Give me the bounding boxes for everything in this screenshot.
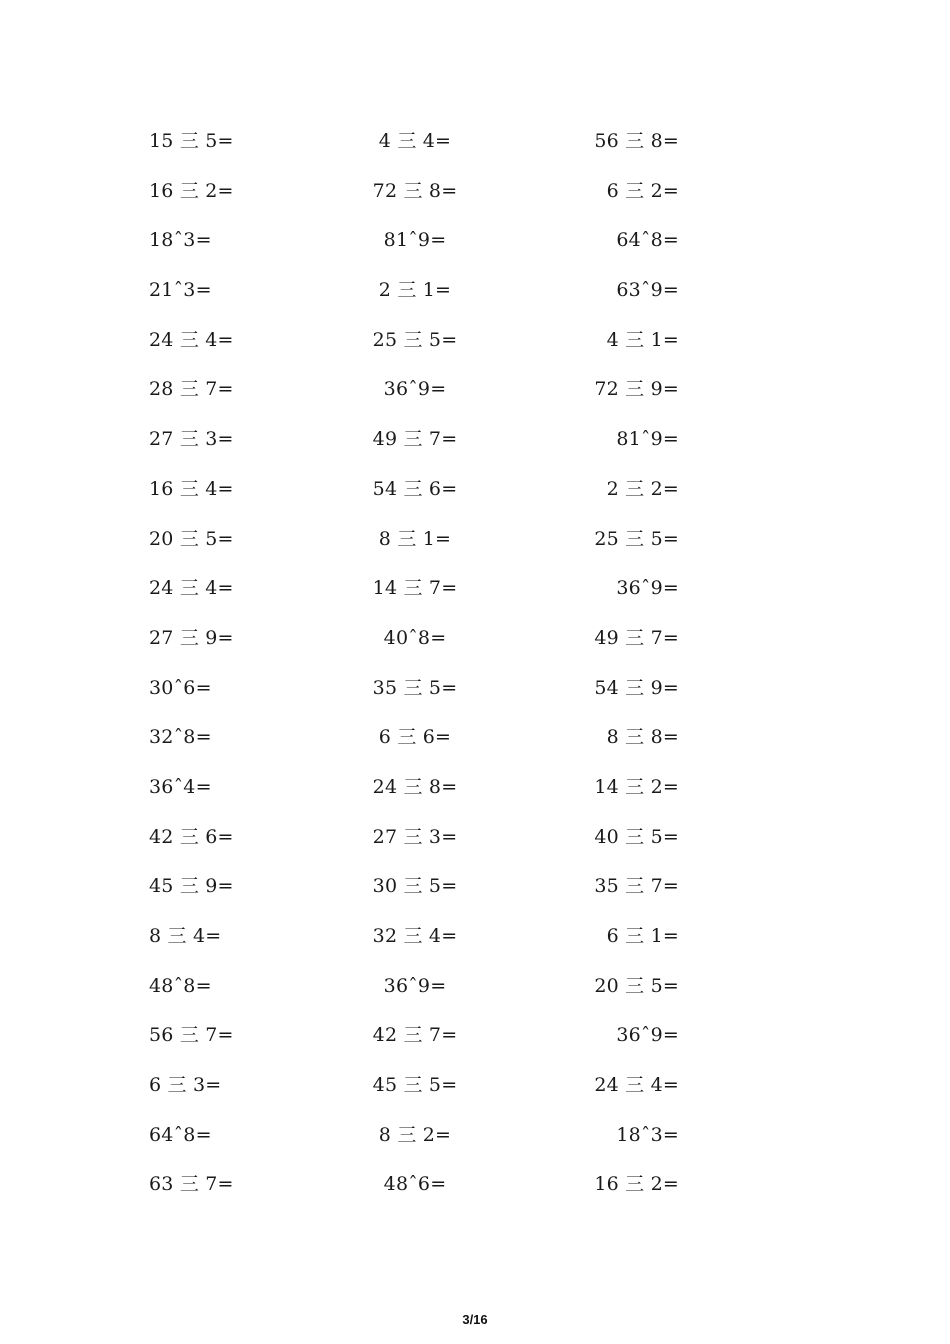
problem-item: 6 三 1= xyxy=(606,925,679,947)
problem-item: 45 三 5= xyxy=(372,1074,458,1097)
problem-item: 36ˆ9= xyxy=(616,577,679,600)
problem-item: 6 三 2= xyxy=(606,179,679,202)
problem-item: 32 三 4= xyxy=(372,925,458,947)
problem-item: 24 三 4= xyxy=(149,328,234,351)
page-number: 3/16 xyxy=(462,1312,488,1327)
problem-item: 27 三 9= xyxy=(149,626,234,649)
problem-item: 21ˆ3= xyxy=(149,279,212,302)
problem-item: 8 三 8= xyxy=(606,726,679,749)
problem-column-left xyxy=(149,127,269,1220)
problem-item: 27 三 3= xyxy=(372,825,458,848)
problem-item: 40 三 5= xyxy=(594,825,679,848)
problem-item: 49 三 7= xyxy=(372,428,458,451)
problem-item: 20 三 5= xyxy=(594,974,679,997)
problem-item: 36ˆ9= xyxy=(616,1024,679,1047)
problem-item: 14 三 7= xyxy=(372,577,458,600)
problem-item: 8 三 1= xyxy=(378,527,452,550)
problem-item: 6 三 3= xyxy=(149,1074,222,1097)
problem-item: 8 三 2= xyxy=(378,1123,452,1146)
problem-item: 40ˆ8= xyxy=(383,626,447,649)
problem-item: 28 三 7= xyxy=(149,378,234,401)
problem-item: 36ˆ4= xyxy=(149,775,212,798)
problem-item: 81ˆ9= xyxy=(383,229,447,252)
problem-item: 30ˆ6= xyxy=(149,676,212,699)
problem-item: 16 三 4= xyxy=(149,477,234,500)
problem-item: 18ˆ3= xyxy=(149,229,212,252)
problem-column-right xyxy=(558,127,679,1220)
problem-item: 6 三 6= xyxy=(378,726,452,749)
problem-item: 16 三 2= xyxy=(149,179,234,202)
problem-item: 24 三 4= xyxy=(594,1074,679,1097)
problem-item: 18ˆ3= xyxy=(616,1123,679,1146)
problem-item: 32ˆ8= xyxy=(149,726,212,749)
problem-item: 72 三 8= xyxy=(372,179,458,202)
problem-item: 56 三 8= xyxy=(594,130,679,152)
problem-item: 63ˆ9= xyxy=(616,279,679,302)
problem-item: 81ˆ9= xyxy=(616,428,679,451)
problem-item: 8 三 4= xyxy=(149,925,222,947)
problem-item: 64ˆ8= xyxy=(149,1123,212,1146)
problem-item: 36ˆ9= xyxy=(383,974,447,997)
problem-item: 54 三 9= xyxy=(594,676,679,699)
problem-column-middle xyxy=(360,127,470,1220)
problem-item: 14 三 2= xyxy=(594,775,679,798)
problem-item: 64ˆ8= xyxy=(616,229,679,252)
problem-item: 72 三 9= xyxy=(594,378,679,401)
problem-item: 27 三 3= xyxy=(149,428,234,451)
problem-item: 15 三 5= xyxy=(149,130,234,152)
problem-item: 4 三 1= xyxy=(606,328,679,351)
problem-item: 4 三 4= xyxy=(378,130,452,152)
problem-item: 42 三 6= xyxy=(149,825,234,848)
problem-item: 25 三 5= xyxy=(372,328,458,351)
problem-item: 2 三 2= xyxy=(606,477,679,500)
problem-item: 35 三 7= xyxy=(594,875,679,898)
problem-item: 63 三 7= xyxy=(149,1173,234,1196)
problem-item: 25 三 5= xyxy=(594,527,679,550)
problem-item: 24 三 8= xyxy=(372,775,458,798)
problem-item: 42 三 7= xyxy=(372,1024,458,1047)
problem-item: 36ˆ9= xyxy=(383,378,447,401)
problem-item: 35 三 5= xyxy=(372,676,458,699)
problem-item: 56 三 7= xyxy=(149,1024,234,1047)
problem-item: 54 三 6= xyxy=(372,477,458,500)
problem-item: 45 三 9= xyxy=(149,875,234,898)
problem-item: 49 三 7= xyxy=(594,626,679,649)
problem-item: 30 三 5= xyxy=(372,875,458,898)
problem-item: 48ˆ8= xyxy=(149,974,212,997)
problem-item: 48ˆ6= xyxy=(383,1173,447,1196)
problem-item: 24 三 4= xyxy=(149,577,234,600)
problem-item: 16 三 2= xyxy=(594,1173,679,1196)
problem-item: 2 三 1= xyxy=(378,279,452,302)
problem-item: 20 三 5= xyxy=(149,527,234,550)
